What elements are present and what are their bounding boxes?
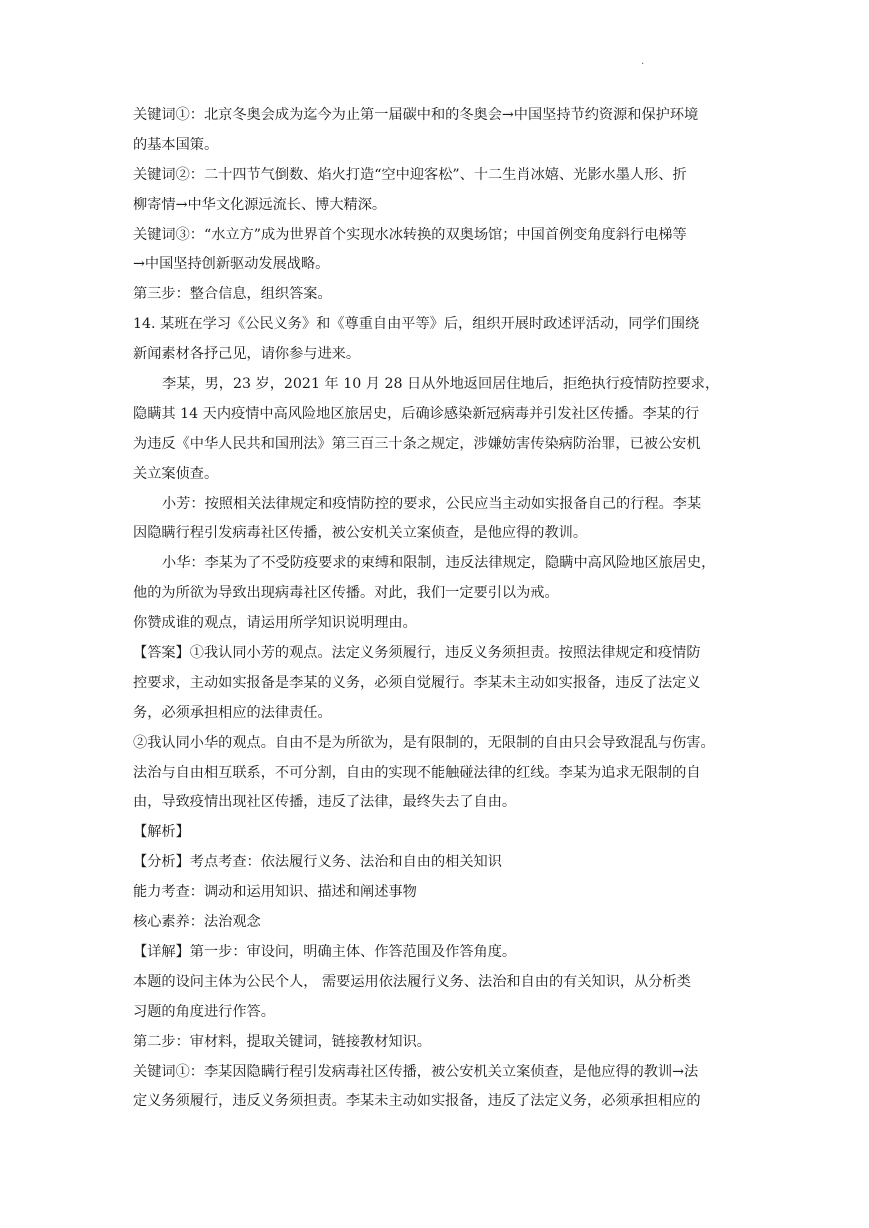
detail-line: 第二步：审材料，提取关键词，链接教材知识。 [133, 1033, 431, 1050]
text-line: 关键词②：二十四节气倒数、焰火打造“空中迎客松”、十二生肖冰嬉、光影水墨人形、折 [133, 166, 687, 183]
material-line: 为违反《中华人民共和国刑法》第三百三十条之规定，涉嫌妨害传染病防治罪，已被公安机 [133, 435, 701, 452]
analysis-line: 核心素养：法治观念 [133, 914, 261, 931]
material-line: 隐瞒其 14 天内疫情中高风险地区旅居史，后确诊感染新冠病毒并引发社区传播。李某的行 [133, 405, 700, 422]
detail-line: 【详解】第一步：审设问，明确主体、作答范围及作答角度。 [133, 943, 517, 960]
analysis-line: 【分析】考点考查：依法履行义务、法治和自由的相关知识 [133, 854, 502, 871]
answer-line: 由，导致疫情出现社区传播，违反了法律，最终失去了自由。 [133, 794, 517, 811]
text-line: 关键词①：北京冬奥会成为迄今为止第一届碳中和的冬奥会→中国坚持节约资源和保护环境 [133, 107, 699, 123]
detail-line: 关键词①：李某因隐瞒行程引发病毒社区传播，被公安机关立案侦查，是他应得的教训→法 [133, 1063, 699, 1080]
xiaofang-line: 小芳：按照相关法律规定和疫情防控的要求，公民应当主动如实报备自己的行程。李某 [162, 495, 702, 512]
detail-line: 定义务须履行，违反义务须担责。李某未主动如实报备，违反了法定义务，必须承担相应的 [133, 1093, 701, 1110]
text-line: 关键词③：“水立方”成为世界首个实现水冰转换的双奥场馆；中国首例变角度斜行电梯等 [133, 226, 687, 243]
text-line: 柳寄情→中华文化源远流长、博大精深。 [133, 196, 387, 213]
text-line: 的基本国策。 [133, 136, 219, 153]
material-line: 关立案侦查。 [133, 465, 219, 482]
document-body [133, 101, 745, 1117]
text-line: 第三步：整合信息，组织答案。 [133, 286, 332, 303]
xiaohua-line: 小华：李某为了不受防疫要求的束缚和限制，违反法律规定，隐瞒中高风险地区旅居史， [162, 555, 716, 572]
analysis-line: 能力考查：调动和运用知识、描述和阐述事物 [133, 884, 417, 901]
material-line: 李某，男，23 岁，2021 年 10 月 28 日从外地返回居住地后，拒绝执行疫情防控要求， [162, 376, 720, 393]
section-heading: 【解析】 [133, 824, 190, 841]
xiaohua-line: 他的为所欲为导致出现病毒社区传播。对此，我们一定要引以为戒。 [133, 585, 559, 602]
answer-line: 法治与自由相互联系，不可分割，自由的实现不能触碰法律的红线。李某为追求无限制的自 [133, 764, 701, 781]
answer-line: ②我认同小华的观点。自由不是为所欲为，是有限制的，无限制的自由只会导致混乱与伤害。 [133, 734, 715, 751]
question-line: 14. 某班在学习《公民义务》和《尊重自由平等》后，组织开展时政述评活动，同学们围绕 [133, 316, 700, 333]
page-corner-mark: . [641, 56, 645, 67]
question-line: 新闻素材各抒己见，请你参与进来。 [133, 346, 361, 363]
question-prompt: 你赞成谁的观点，请运用所学知识说明理由。 [133, 615, 417, 632]
text-line: →中国坚持创新驱动发展战略。 [133, 256, 330, 273]
answer-line: 务，必须承担相应的法律责任。 [133, 704, 332, 721]
detail-line: 习题的角度进行作答。 [133, 1003, 275, 1020]
xiaofang-line: 因隐瞒行程引发病毒社区传播，被公安机关立案侦查，是他应得的教训。 [133, 525, 588, 542]
detail-line: 本题的设问主体为公民个人， 需要运用依法履行义务、法治和自由的有关知识，从分析类 [133, 973, 691, 990]
answer-line: 【答案】①我认同小芳的观点。法定义务须履行，违反义务须担责。按照法律规定和疫情防 [133, 645, 701, 662]
answer-line: 控要求，主动如实报备是李某的义务，必须自觉履行。李某未主动如实报备，违反了法定义 [133, 674, 701, 691]
